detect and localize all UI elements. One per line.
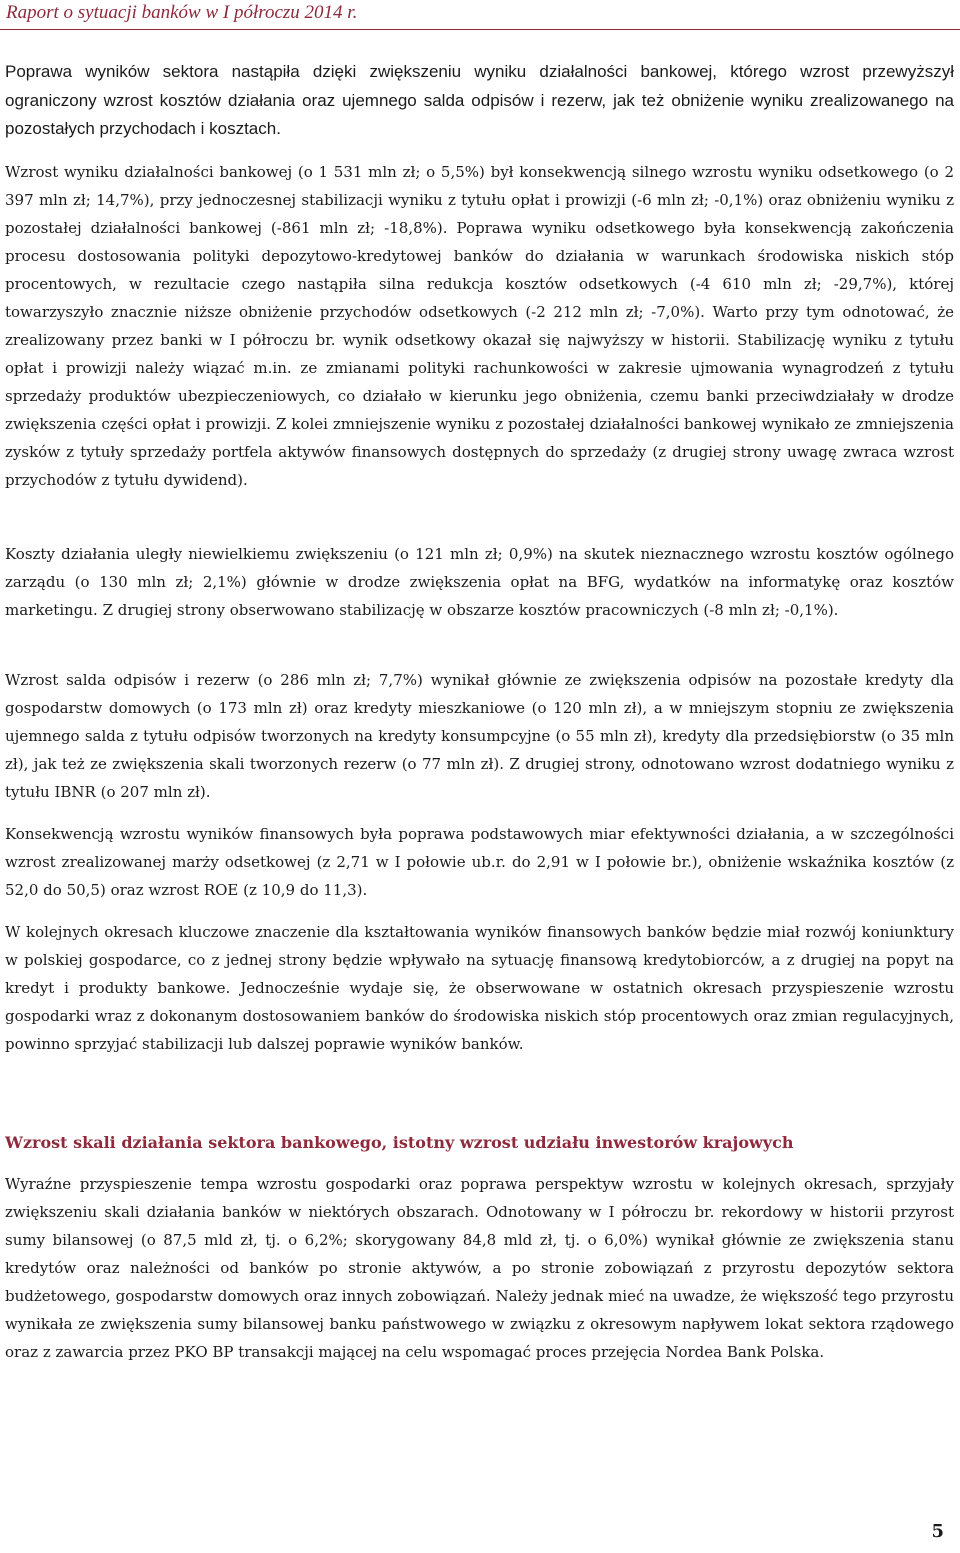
paragraph-operating-costs: Koszty działania uległy niewielkiemu zwiększeniu (o 121 mln zł; 0,9%) na skutek nieznacznego wzrostu kosztów ogólnego zarządu (o 130 mln zł; 2,1%) głównie w drodze zwiększenia opłat na BFG, wydatków na informatykę oraz kosztów marketingu. Z drugiej strony obserwowano stabilizację w obszarze kosztów pracowniczych (-8 mln zł; -0,1%). [5,545,954,619]
paragraph-sector-scale: Wyraźne przyspieszenie tempa wzrostu gospodarki oraz poprawa perspektyw wzrostu w kolejnych okresach, sprzyjały zwiększeniu skali działania banków w niektórych obszarach. Odnotowany w I półroczu br. rekordowy w historii przyrost sumy bilansowej (o 87,5 mld zł, tj. o 6,2%; skorygowany 84,8 mld zł, tj. o 6,0%) wynikał głównie ze zwiększenia stanu kredytów oraz należności od banków po stronie aktywów, a po stronie zobowiązań z przyrostu depozytów sektora budżetowego, gospodarstw domowych oraz innych zobowiązań. Należy jednak mieć na uwadze, że większość tego przyrostu wynikała ze zwiększenia sumy bilansowej banku państwowego w związku z okresowym napływem lokat sektora rządowego oraz z zawarcia przez PKO BP transakcji mającej na celu wspomagać proces przejęcia Nordea Bank Polska. [5,1175,954,1361]
header-rule [0,29,960,30]
paragraph-efficiency: Konsekwencją wzrostu wyników finansowych była poprawa podstawowych miar efektywności działania, a w szczególności wzrost zrealizowanej marży odsetkowej (z 2,71 w I połowie ub.r. do 2,91 w I połowie br.), obniżenie wskaźnika kosztów (z 52,0 do 50,5) oraz wzrost ROE (z 10,9 do 11,3). [5,825,954,899]
paragraph-intro: Poprawa wyników sektora nastąpiła dzięki zwiększeniu wyniku działalności bankowej, którego wzrost przewyższył ograniczony wzrost kosztów działania oraz ujemnego salda odpisów i rezerw, jak też obniżenie wyniku zrealizowanego na pozostałych przychodach i kosztach. [5,62,954,138]
section-heading: Wzrost skali działania sektora bankowego, istotny wzrost udziału inwestorów krajowych [5,1133,794,1152]
paragraph-banking-income: Wzrost wyniku działalności bankowej (o 1 531 mln zł; o 5,5%) był konsekwencją silnego wzrostu wyniku odsetkowego (o 2 397 mln zł; 14,7%), przy jednoczesnej stabilizacji wyniku z tytułu opłat i prowizji (-6 mln zł; -0,1%) oraz obniżeniu wyniku z pozostałej działalności bankowej (-861 mln zł; -18,8%). Poprawa wyniku odsetkowego była konsekwencją zakończenia procesu dostosowania polityki depozytowo-kredytowej banków do działania w warunkach środowiska niskich stóp procentowych, w rezultacie czego nastąpiła silna redukcja kosztów odsetkowych (-4 610 mln zł; -29,7%), której towarzyszyło znacznie niższe obniżenie przychodów odsetkowych (-2 212 mln zł; -7,0%). Warto przy tym odnotować, że zrealizowany przez banki w I półroczu br. wynik odsetkowy okazał się najwyższy w historii. Stabilizację wyniku z tytułu opłat i prowizji należy wiązać m.in. ze zmianami polityki rachunkowości w zakresie ujmowania wynagrodzeń z tytułu sprzedaży produktów ubezpieczeniowych, co działało w kierunku jego obniżenia, czemu banki przeciwdziałały w drodze zwiększenia części opłat i prowizji. Z kolei zmniejszenie wyniku z pozostałej działalności bankowej wynikało ze zmniejszenia zysków z tytuły sprzedaży portfela aktywów finansowych dostępnych do sprzedaży (z drugiej strony uwagę zwraca wzrost przychodów z tytułu dywidend). [5,163,954,489]
paragraph-outlook: W kolejnych okresach kluczowe znaczenie dla kształtowania wyników finansowych banków będzie miał rozwój koniunktury w polskiej gospodarce, co z jednej strony będzie wpływało na sytuację finansową kredytobiorców, a z drugiej na popyt na kredyt i produkty bankowe. Jednocześnie wydaje się, że obserwowane w ostatnich okresach przyspieszenie wzrostu gospodarki wraz z dokonanym dostosowaniem banków do środowiska niskich stóp procentowych oraz zmian regulacyjnych, powinno sprzyjać stabilizacji lub dalszej poprawie wyników banków. [5,923,954,1053]
page-number: 5 [931,1521,944,1542]
paragraph-provisions: Wzrost salda odpisów i rezerw (o 286 mln zł; 7,7%) wynikał głównie ze zwiększenia odpisów na pozostałe kredyty dla gospodarstw domowych (o 173 mln zł) oraz kredyty mieszkaniowe (o 120 mln zł), a w mniejszym stopniu ze zwiększenia ujemnego salda z tytułu odpisów tworzonych na kredyty konsumpcyjne (o 55 mln zł), kredyty dla przedsiębiorstw (o 35 mln zł), jak też ze zwiększenia skali tworzonych rezerw (o 77 mln zł). Z drugiej strony, odnotowano wzrost dodatniego wyniku z tytułu IBNR (o 207 mln zł). [5,671,954,801]
running-header: Raport o sytuacji banków w I półroczu 2014 r. [6,2,358,23]
